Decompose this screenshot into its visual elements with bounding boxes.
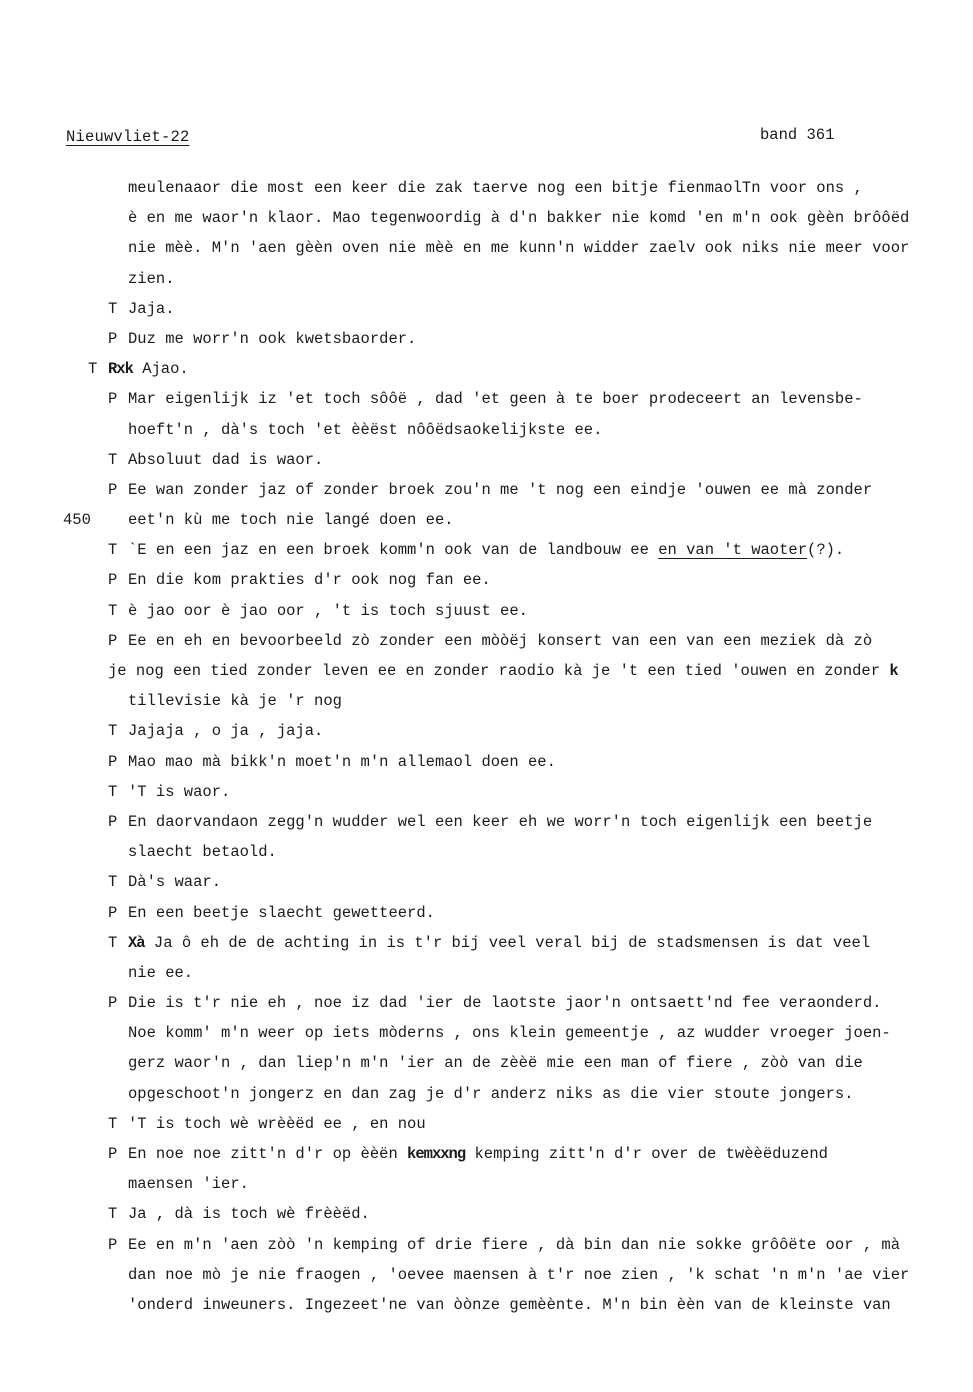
transcript-line: [0, 505, 973, 535]
line-text: gerz waor'n , dan liep'n m'n 'ier an de zèèë mie een man of fiere , zòò van die: [128, 1054, 863, 1073]
transcript-line: [0, 294, 973, 324]
transcript-line: [0, 354, 973, 384]
transcript-line: [0, 384, 973, 414]
transcript-line: [0, 1260, 973, 1290]
line-text: nie mèè. M'n 'aen gèèn oven nie mèè en me kunn'n widder zaelv ook niks nie meer voor: [128, 239, 910, 258]
line-text: 'T is waor.: [128, 782, 231, 801]
document-title: Nieuwvliet-22: [66, 128, 190, 146]
speaker-label: T: [108, 933, 118, 952]
speaker-label: T: [108, 722, 118, 741]
line-text: [108, 354, 189, 384]
transcript-body: [0, 173, 973, 1320]
line-text: Noe komm' m'n weer op iets mòderns , ons klein gemeentje , az wudder vroeger joen-: [128, 1024, 891, 1043]
line-text: dan noe mò je nie fraogen , 'oevee maensen à t'r noe zien , 'k schat 'n m'n 'ae vier: [128, 1265, 910, 1284]
speaker-label: P: [108, 1145, 118, 1163]
line-text-rest: Ajao.: [132, 360, 189, 379]
line-text: Jaja.: [128, 299, 175, 318]
transcript-line: [0, 1109, 973, 1139]
struck-text: kemxxng: [407, 1145, 466, 1163]
transcript-line: [0, 1139, 973, 1169]
transcript-line: [0, 867, 973, 897]
transcript-line: [0, 777, 973, 807]
transcript-line: [0, 807, 973, 837]
line-text: nie ee.: [128, 963, 194, 982]
speaker-label: T: [108, 541, 118, 560]
speaker-label: P: [108, 812, 118, 831]
line-text: En een beetje slaecht gewetteerd.: [128, 903, 435, 922]
line-text: è jao oor è jao oor , 't is toch sjuust ee.: [128, 601, 528, 620]
transcript-line: [0, 626, 973, 656]
transcript-line: [0, 716, 973, 746]
line-text: eet'n kù me toch nie langé doen ee.: [128, 511, 454, 530]
line-text-main: En noe noe zitt'n d'r op èèën: [128, 1145, 408, 1163]
line-text-rest: Ja ô eh de de achting in is t'r bij veel veral bij de stadsmensen is dat veel: [144, 933, 871, 952]
line-text: hoeft'n , dà's toch 'et èèëst nôôëdsaokelijkste ee.: [128, 420, 603, 439]
line-text: Ee wan zonder jaz of zonder broek zou'n me 't nog een eindje 'ouwen ee mà zonder: [128, 480, 873, 499]
line-number: 450: [63, 511, 91, 530]
transcript-line: [0, 958, 973, 988]
transcript-line: [0, 596, 973, 626]
line-text: [108, 656, 898, 686]
transcript-line: [0, 203, 973, 233]
speaker-label: P: [108, 571, 118, 590]
line-text: Dà's waar.: [128, 873, 222, 892]
transcript-line: [0, 173, 973, 203]
speaker-label: P: [108, 752, 118, 771]
transcript-line: [0, 1048, 973, 1078]
speaker-label: T: [108, 873, 118, 892]
line-text: [128, 1139, 828, 1169]
speaker-label: P: [108, 903, 118, 922]
line-text: [128, 928, 870, 958]
line-text: tillevisie kà je 'r nog: [128, 692, 342, 711]
line-text: 'onderd inweuners. Ingezeet'ne van òònze gemèènte. M'n bin èèn van de kleinste van: [128, 1295, 891, 1314]
speaker-label: T: [108, 601, 118, 620]
line-text: meulenaaor die most een keer die zak taerve nog een bitje fienmaolTn voor ons ,: [128, 179, 863, 197]
line-text: Jajaja , o ja , jaja.: [128, 722, 324, 741]
transcript-line: [0, 656, 973, 686]
line-text: zien.: [128, 269, 175, 288]
line-text: opgeschoot'n jongerz en dan zag je d'r anderz niks as die vier stoute jongers.: [128, 1084, 854, 1103]
transcript-line: [0, 898, 973, 928]
speaker-label: P: [108, 480, 118, 499]
line-text-main: `E en een jaz en een broek komm'n ook van de landbouw ee: [128, 541, 659, 560]
transcript-line: [0, 535, 973, 565]
speaker-label: T: [88, 360, 98, 379]
line-text: [128, 535, 844, 565]
transcript-line: [0, 1230, 973, 1260]
transcript-line: [0, 988, 973, 1018]
transcript-line: [0, 1018, 973, 1048]
transcript-line: [0, 837, 973, 867]
struck-text: k: [889, 662, 898, 680]
transcript-line: [0, 1169, 973, 1199]
transcript-line: [0, 475, 973, 505]
line-text: è en me waor'n klaor. Mao tegenwoordig à d'n bakker nie komd 'en m'n ook gèèn brôôëd: [128, 209, 910, 228]
transcript-line: [0, 928, 973, 958]
struck-text: Rxk: [108, 360, 133, 379]
speaker-label: T: [108, 1114, 118, 1133]
speaker-label: T: [108, 1205, 118, 1224]
transcript-line: [0, 1199, 973, 1229]
line-text: maensen 'ier.: [128, 1175, 249, 1194]
line-text: 'T is toch wè wrèèëd ee , en nou: [128, 1114, 426, 1133]
line-text: Absoluut dad is waor.: [128, 450, 324, 469]
line-text: Die is t'r nie eh , noe iz dad 'ier de laotste jaor'n ontsaett'nd fee veraonderd.: [128, 994, 882, 1013]
transcript-line: [0, 565, 973, 595]
line-text: Ee en m'n 'aen zòò 'n kemping of drie fiere , dà bin dan nie sokke grôôëte oor , mà: [128, 1235, 901, 1254]
line-text: slaecht betaold.: [128, 843, 277, 862]
transcript-line: [0, 686, 973, 716]
transcript-line: [0, 1079, 973, 1109]
speaker-label: T: [108, 782, 118, 801]
line-text: En die kom prakties d'r ook nog fan ee.: [128, 571, 491, 590]
underlined-text: en van 't waoter: [658, 541, 808, 560]
line-text: Ja , dà is toch wè frèèëd.: [128, 1205, 370, 1224]
line-text: Ee en eh en bevoorbeeld zò zonder een mòòëj konsert van een van een meziek dà zò: [128, 631, 873, 650]
line-text-main: je nog een tied zonder leven ee en zonder raodio kà je 't een tied 'ouwen en zonder: [108, 662, 890, 680]
line-text-rest: kemping zitt'n d'r over de twèèëduzend: [465, 1145, 828, 1163]
speaker-label: P: [108, 390, 118, 409]
speaker-label: T: [108, 450, 118, 469]
speaker-label: T: [108, 299, 118, 318]
speaker-label: P: [108, 1235, 118, 1254]
transcript-line: [0, 747, 973, 777]
transcript-line: [0, 264, 973, 294]
speaker-label: P: [108, 994, 118, 1013]
speaker-label: P: [108, 631, 118, 650]
struck-text: Xà: [128, 933, 145, 952]
speaker-label: P: [108, 329, 118, 348]
line-text: Mao mao mà bikk'n moet'n m'n allemaol doen ee.: [128, 752, 556, 771]
transcript-line: [0, 324, 973, 354]
transcript-line: [0, 233, 973, 263]
band-number: band 361: [760, 126, 835, 144]
line-text: En daorvandaon zegg'n wudder wel een keer eh we worr'n toch eigenlijk een beetje: [128, 812, 873, 831]
transcript-line: [0, 445, 973, 475]
line-text-tail: (?).: [807, 541, 845, 560]
line-text: Mar eigenlijk iz 'et toch sôôë , dad 'et geen à te boer prodeceert an levensbe-: [128, 390, 863, 409]
line-text: Duz me worr'n ook kwetsbaorder.: [128, 329, 417, 348]
transcript-line: [0, 1290, 973, 1320]
transcript-line: [0, 415, 973, 445]
